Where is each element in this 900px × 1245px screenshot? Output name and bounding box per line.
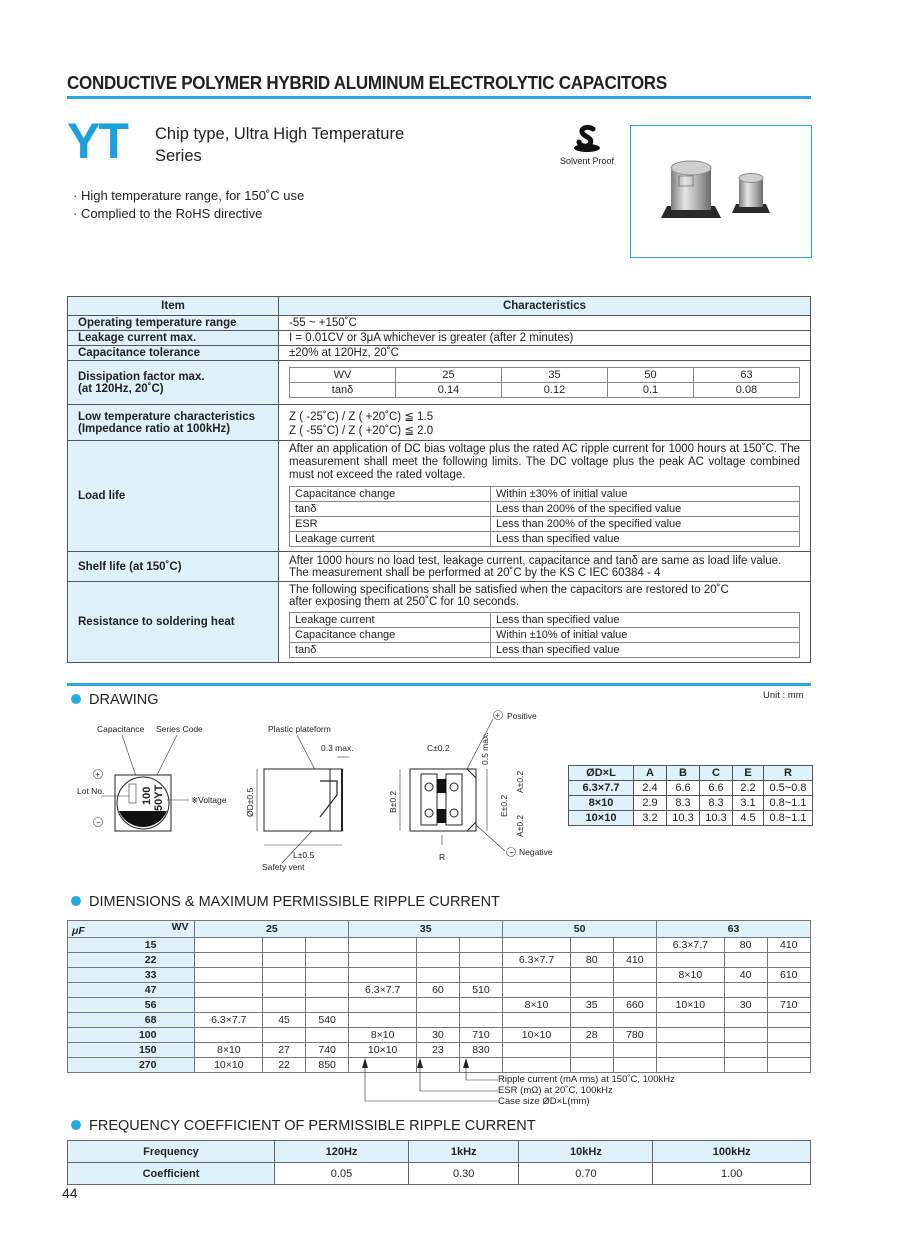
- criteria-value: Less than 200% of the specified value: [491, 502, 800, 517]
- coefficient-label: Coefficient: [68, 1163, 275, 1185]
- case-size-cell: 8×10: [503, 998, 571, 1013]
- frequency-header: 1kHz: [408, 1141, 518, 1163]
- dimension-table: [568, 765, 813, 826]
- dim-cell: 2.9: [634, 796, 667, 811]
- section-rule: [67, 683, 811, 686]
- spec-label: [68, 405, 279, 441]
- case-size-cell: [503, 983, 571, 998]
- minus-icon: −: [96, 818, 101, 827]
- frequency-header: Frequency: [68, 1141, 275, 1163]
- ripple-cell: [305, 953, 348, 968]
- case-size-cell: 6.3×7.7: [503, 953, 571, 968]
- solder-table: [289, 612, 800, 658]
- case-size-cell: [657, 1058, 725, 1073]
- label-plastic-plateform: Plastic plateform: [268, 724, 331, 734]
- spec-value: [279, 582, 811, 663]
- table-row: [68, 1013, 811, 1028]
- ripple-cell: [459, 1013, 502, 1028]
- solvent-proof-label: Solvent Proof: [559, 156, 615, 166]
- ripple-cell: 660: [613, 998, 656, 1013]
- voltage-header: 63: [657, 921, 811, 938]
- ripple-body: [68, 938, 811, 1073]
- case-size-cell: [195, 953, 263, 968]
- solder-line: after exposing them at 250˚C for 10 seconds.: [289, 596, 520, 608]
- col-characteristics-header: Characteristics: [279, 297, 811, 316]
- dim-header: ØD×L: [569, 766, 634, 781]
- ripple-cell: [767, 1028, 811, 1043]
- label-a-top: A±0.2: [515, 770, 525, 793]
- col-item-header: Item: [68, 297, 279, 316]
- esr-cell: 45: [263, 1013, 306, 1028]
- table-row: [68, 968, 811, 983]
- dim-size: 8×10: [569, 796, 634, 811]
- case-size-cell: [657, 1028, 725, 1043]
- esr-cell: [263, 1028, 306, 1043]
- dissipation-table: [289, 367, 800, 398]
- spec-label-line: (Impedance ratio at 100kHz): [78, 422, 231, 435]
- ripple-cell: 850: [305, 1058, 348, 1073]
- label-positive: Positive: [507, 711, 537, 721]
- criteria-value: Less than 200% of the specified value: [491, 517, 800, 532]
- table-row: [68, 998, 811, 1013]
- case-size-cell: 6.3×7.7: [349, 983, 417, 998]
- esr-cell: [263, 998, 306, 1013]
- criteria-label: Capacitance change: [290, 628, 491, 643]
- dim-header: C: [700, 766, 733, 781]
- frequency-title: FREQUENCY COEFFICIENT OF PERMISSIBLE RIPPLE CURRENT: [89, 1118, 536, 1134]
- spec-value: [279, 405, 811, 441]
- frequency-header: 100kHz: [653, 1141, 811, 1163]
- series-code: YT: [67, 113, 127, 169]
- esr-cell: [724, 1043, 767, 1058]
- spec-label: Leakage current max.: [68, 331, 279, 346]
- ripple-title: DIMENSIONS & MAXIMUM PERMISSIBLE RIPPLE CURRENT: [89, 894, 500, 910]
- case-size-cell: 8×10: [657, 968, 725, 983]
- feature-item: · High temperature range, for 150˚C use: [73, 188, 305, 203]
- spec-value: -55 ~ +150˚C: [279, 316, 811, 331]
- table-row: [68, 983, 811, 998]
- case-size-cell: [349, 998, 417, 1013]
- esr-cell: [417, 998, 460, 1013]
- case-size-cell: 8×10: [349, 1028, 417, 1043]
- ripple-cell: [767, 953, 811, 968]
- plus-icon: +: [95, 770, 100, 779]
- solvent-proof-icon: [567, 124, 607, 154]
- spec-label: Capacitance tolerance: [68, 346, 279, 361]
- esr-cell: 27: [263, 1043, 306, 1058]
- ripple-heading: [71, 894, 500, 910]
- spec-value: ±20% at 120Hz, 20˚C: [279, 346, 811, 361]
- dim-cell: 10.3: [700, 811, 733, 826]
- ripple-cell: 540: [305, 1013, 348, 1028]
- esr-cell: 80: [570, 953, 613, 968]
- dim-cell: 6.6: [667, 781, 700, 796]
- case-size-cell: 10×10: [503, 1028, 571, 1043]
- label-capacitance: Capacitance: [97, 724, 145, 734]
- esr-cell: [263, 968, 306, 983]
- voltage-header: 35: [349, 921, 503, 938]
- dim-size: 10×10: [569, 811, 634, 826]
- ripple-cell: 830: [459, 1043, 502, 1058]
- case-size-cell: [349, 968, 417, 983]
- case-size-cell: [503, 1058, 571, 1073]
- dim-size: 6.3×7.7: [569, 781, 634, 796]
- feature-item: · Complied to the RoHS directive: [73, 206, 263, 221]
- spec-label-line: Low temperature characteristics: [78, 410, 256, 423]
- esr-cell: [724, 1028, 767, 1043]
- spec-label: Resistance to soldering heat: [68, 582, 279, 663]
- frequency-header: 120Hz: [275, 1141, 409, 1163]
- label-e: E±0.2: [499, 794, 509, 817]
- esr-cell: [417, 938, 460, 953]
- drawing-title: DRAWING: [89, 692, 159, 708]
- dim-header: R: [764, 766, 813, 781]
- criteria-value: Within ±30% of initial value: [491, 487, 800, 502]
- capacitance-cell: 150: [68, 1043, 195, 1058]
- esr-cell: 40: [724, 968, 767, 983]
- case-size-cell: [195, 968, 263, 983]
- marking-series: 50YT: [153, 784, 165, 811]
- series-name-line2: Series: [155, 147, 202, 165]
- frequency-heading: [71, 1118, 536, 1134]
- dim-cell: 8.3: [700, 796, 733, 811]
- ripple-cell: [305, 938, 348, 953]
- ripple-cell: 410: [767, 938, 811, 953]
- ripple-cell: [459, 953, 502, 968]
- series-name-line1: Chip type, Ultra High Temperature: [155, 125, 405, 143]
- esr-cell: [263, 938, 306, 953]
- wv-cell: WV: [290, 368, 396, 383]
- dim-cell: 2.2: [733, 781, 764, 796]
- esr-cell: 35: [570, 998, 613, 1013]
- label-series-code: Series Code: [156, 724, 203, 734]
- positive-icon: +: [495, 711, 500, 720]
- esr-cell: 80: [724, 938, 767, 953]
- capacitance-cell: 270: [68, 1058, 195, 1073]
- frequency-table: [67, 1140, 811, 1185]
- ripple-cell: 510: [459, 983, 502, 998]
- case-size-cell: [349, 1013, 417, 1028]
- tan-cell: 0.14: [396, 383, 502, 398]
- series-name: [155, 123, 404, 167]
- criteria-label: tanδ: [290, 502, 491, 517]
- criteria-label: tanδ: [290, 643, 491, 658]
- impedance-line: Z ( -25˚C) / Z ( +20˚C) ≦ 1.5: [289, 410, 434, 423]
- ripple-cell: 410: [613, 953, 656, 968]
- esr-cell: [570, 968, 613, 983]
- ripple-cell: 740: [305, 1043, 348, 1058]
- dim-header: E: [733, 766, 764, 781]
- ripple-cell: 780: [613, 1028, 656, 1043]
- esr-cell: [724, 1013, 767, 1028]
- label-safety-vent: Safety vent: [262, 862, 305, 872]
- case-size-cell: [657, 1013, 725, 1028]
- tan-cell: 0.1: [608, 383, 694, 398]
- specification-table: [67, 296, 811, 663]
- case-size-cell: [657, 1043, 725, 1058]
- label-lot-no: Lot No.: [77, 786, 105, 796]
- ripple-cell: [613, 983, 656, 998]
- capacitance-cell: 15: [68, 938, 195, 953]
- dim-cell: 4.5: [733, 811, 764, 826]
- dim-cell: 8.3: [667, 796, 700, 811]
- ripple-cell: [305, 968, 348, 983]
- ripple-cell: 710: [459, 1028, 502, 1043]
- negative-icon: −: [509, 848, 514, 857]
- marking-capacitance: 100: [141, 786, 153, 805]
- ripple-legend-arrows: [350, 1055, 510, 1110]
- solder-line: The following specifications shall be satisfied when the capacitors are restored to 20˚C: [289, 584, 729, 596]
- impedance-line: Z ( -55˚C) / Z ( +20˚C) ≦ 2.0: [289, 424, 434, 437]
- esr-cell: [417, 953, 460, 968]
- ripple-cell: [767, 1058, 811, 1073]
- corner-cell: [68, 921, 195, 938]
- esr-cell: 22: [263, 1058, 306, 1073]
- dim-cell: 10.3: [667, 811, 700, 826]
- esr-cell: [570, 1043, 613, 1058]
- esr-cell: [263, 983, 306, 998]
- esr-cell: [724, 953, 767, 968]
- bullet-dot-icon: [71, 1120, 81, 1130]
- page-title: CONDUCTIVE POLYMER HYBRID ALUMINUM ELECTROLYTIC CAPACITORS: [67, 72, 667, 93]
- spec-label-line: (at 120Hz, 20˚C): [78, 382, 164, 395]
- case-size-cell: [503, 1013, 571, 1028]
- case-size-cell: [195, 983, 263, 998]
- criteria-label: Capacitance change: [290, 487, 491, 502]
- tan-cell: tanδ: [290, 383, 396, 398]
- case-size-cell: [503, 938, 571, 953]
- bullet-dot-icon: [71, 896, 81, 906]
- wv-cell: 25: [396, 368, 502, 383]
- ripple-cell: 610: [767, 968, 811, 983]
- case-size-cell: [349, 938, 417, 953]
- wv-cell: 50: [608, 368, 694, 383]
- ripple-cell: [767, 1013, 811, 1028]
- label-c: C±0.2: [427, 743, 450, 753]
- criteria-value: Less than specified value: [491, 532, 800, 547]
- esr-cell: [417, 968, 460, 983]
- unit-label: Unit : mm: [763, 690, 804, 701]
- spec-label-line: Dissipation factor max.: [78, 370, 205, 383]
- ripple-cell: [613, 1058, 656, 1073]
- bullet-dot-icon: [71, 694, 81, 704]
- case-size-cell: 6.3×7.7: [195, 1013, 263, 1028]
- dim-cell: 0.5~0.8: [764, 781, 813, 796]
- case-size-cell: [657, 953, 725, 968]
- ripple-table: [67, 920, 811, 1073]
- spec-value: [279, 441, 811, 552]
- case-size-cell: [503, 968, 571, 983]
- spec-label: Load life: [68, 441, 279, 552]
- dim-cell: 3.1: [733, 796, 764, 811]
- esr-cell: 30: [724, 998, 767, 1013]
- corner-wv-label: WV: [171, 921, 189, 933]
- table-row: [68, 953, 811, 968]
- title-rule: [67, 96, 811, 99]
- esr-cell: [570, 1013, 613, 1028]
- shelf-life-line: After 1000 hours no load test, leakage current, capacitance and tanδ are same as load life value.: [289, 554, 782, 567]
- esr-cell: [570, 1058, 613, 1073]
- ripple-cell: [767, 1043, 811, 1058]
- esr-cell: [724, 983, 767, 998]
- label-max03: 0.3 max.: [321, 743, 354, 753]
- spec-label: Operating temperature range: [68, 316, 279, 331]
- criteria-label: Leakage current: [290, 613, 491, 628]
- ripple-cell: [767, 983, 811, 998]
- esr-cell: [570, 983, 613, 998]
- dimension-drawing: [67, 705, 567, 877]
- criteria-value: Less than specified value: [491, 643, 800, 658]
- shelf-life-line: The measurement shall be performed at 20˚C by the KS C IEC 60384 - 4: [289, 566, 661, 579]
- ripple-cell: [305, 1028, 348, 1043]
- capacitance-cell: 100: [68, 1028, 195, 1043]
- wv-cell: 63: [693, 368, 799, 383]
- esr-cell: 23: [417, 1043, 460, 1058]
- esr-cell: [417, 1013, 460, 1028]
- load-life-table: [289, 486, 800, 547]
- load-life-text: After an application of DC bias voltage plus the rated AC ripple current for 1000 hours at 150˚C. The measurement shall meet the following limits. The DC voltage plus the peak AC voltage combined must not exceed the rated voltage.: [289, 443, 800, 481]
- esr-cell: [570, 938, 613, 953]
- capacitance-cell: 68: [68, 1013, 195, 1028]
- case-size-cell: 10×10: [657, 998, 725, 1013]
- tan-cell: 0.08: [693, 383, 799, 398]
- label-diameter: ØD±0.5: [245, 787, 255, 817]
- spec-label: Shelf life (at 150˚C): [68, 552, 279, 582]
- ripple-cell: 710: [767, 998, 811, 1013]
- case-size-cell: [195, 998, 263, 1013]
- ripple-cell: [305, 998, 348, 1013]
- spec-value: [279, 552, 811, 582]
- ripple-cell: [613, 938, 656, 953]
- case-size-cell: 10×10: [195, 1058, 263, 1073]
- label-negative: Negative: [519, 847, 553, 857]
- dim-header: A: [634, 766, 667, 781]
- corner-uf-label: μF: [72, 925, 85, 937]
- ripple-cell: [613, 1043, 656, 1058]
- voltage-header: 50: [503, 921, 657, 938]
- criteria-label: Leakage current: [290, 532, 491, 547]
- coefficient-value: 0.70: [519, 1163, 653, 1185]
- spec-value: I = 0.01CV or 3μA whichever is greater (after 2 minutes): [279, 331, 811, 346]
- label-max05: 0.5 max.: [480, 732, 490, 765]
- ripple-cell: [459, 998, 502, 1013]
- dim-cell: 3.2: [634, 811, 667, 826]
- feature-list: [73, 187, 304, 223]
- esr-cell: 30: [417, 1028, 460, 1043]
- label-b: B±0.2: [388, 790, 398, 813]
- table-row: [68, 938, 811, 953]
- capacitance-cell: 47: [68, 983, 195, 998]
- capacitor-photo-image: [631, 126, 811, 257]
- ripple-note: Ripple current (mA rms) at 150˚C, 100kHz: [498, 1074, 675, 1085]
- voltage-header: 25: [195, 921, 349, 938]
- case-size-note: Case size ØD×L(mm): [498, 1096, 590, 1107]
- label-length: L±0.5: [293, 850, 315, 860]
- esr-cell: [263, 953, 306, 968]
- case-size-cell: [349, 953, 417, 968]
- dim-cell: 6.6: [700, 781, 733, 796]
- case-size-cell: [195, 1028, 263, 1043]
- table-row: [68, 1028, 811, 1043]
- case-size-cell: 6.3×7.7: [657, 938, 725, 953]
- dim-cell: 2.4: [634, 781, 667, 796]
- criteria-value: Less than specified value: [491, 613, 800, 628]
- coefficient-value: 0.05: [275, 1163, 409, 1185]
- product-photo: [630, 125, 812, 258]
- esr-cell: 60: [417, 983, 460, 998]
- case-size-cell: [657, 983, 725, 998]
- dim-cell: 0.8~1.1: [764, 811, 813, 826]
- spec-value: [279, 361, 811, 405]
- esr-cell: [724, 1058, 767, 1073]
- capacitance-cell: 33: [68, 968, 195, 983]
- dim-cell: 0.8~1.1: [764, 796, 813, 811]
- case-size-cell: [195, 938, 263, 953]
- ripple-cell: [459, 938, 502, 953]
- coefficient-value: 1.00: [653, 1163, 811, 1185]
- ripple-cell: [613, 968, 656, 983]
- case-size-cell: 8×10: [195, 1043, 263, 1058]
- page-number: 44: [62, 1185, 78, 1201]
- label-voltage: ※Voltage: [191, 795, 227, 805]
- ripple-cell: [305, 983, 348, 998]
- capacitance-cell: 56: [68, 998, 195, 1013]
- esr-cell: 28: [570, 1028, 613, 1043]
- solvent-proof-badge: [555, 124, 619, 166]
- wv-cell: 35: [502, 368, 608, 383]
- dim-header: B: [667, 766, 700, 781]
- capacitance-cell: 22: [68, 953, 195, 968]
- label-r: R: [439, 852, 446, 862]
- label-a-bottom: A±0.2: [515, 814, 525, 837]
- ripple-cell: [613, 1013, 656, 1028]
- frequency-header: 10kHz: [519, 1141, 653, 1163]
- case-size-cell: 10×10: [349, 1043, 417, 1058]
- ripple-cell: [459, 968, 502, 983]
- case-size-cell: [503, 1043, 571, 1058]
- esr-note: ESR (mΩ) at 20˚C, 100kHz: [498, 1085, 613, 1096]
- criteria-label: ESR: [290, 517, 491, 532]
- criteria-value: Within ±10% of initial value: [491, 628, 800, 643]
- tan-cell: 0.12: [502, 383, 608, 398]
- coefficient-value: 0.30: [408, 1163, 518, 1185]
- spec-label: [68, 361, 279, 405]
